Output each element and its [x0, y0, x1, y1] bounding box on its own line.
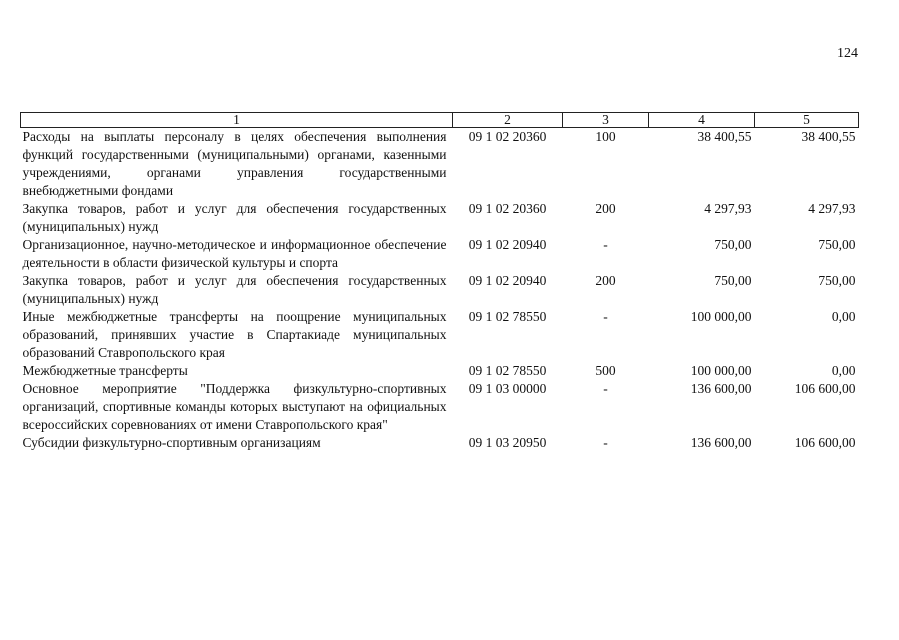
- row-type: 200: [595, 273, 616, 288]
- row-value-4: 100 000,00: [690, 309, 752, 324]
- row-description: Межбюджетные трансферты: [22, 363, 188, 378]
- row-description: Организационное, научно-методическое и информационное обеспечение деятельности в области физической культуры и спорта: [22, 237, 447, 270]
- row-type: 200: [595, 201, 616, 216]
- row-code: 09 1 02 20360: [468, 129, 547, 144]
- table-row: [21, 380, 859, 434]
- header-row: [21, 113, 859, 128]
- table-header: [21, 113, 859, 128]
- row-value-5: 0,00: [831, 309, 856, 324]
- table-row: [21, 200, 859, 236]
- row-value-4: 750,00: [714, 273, 752, 288]
- row-value-5: 750,00: [818, 237, 856, 252]
- row-description: Закупка товаров, работ и услуг для обеспечения государственных (муниципальных) нужд: [22, 201, 447, 234]
- budget-table: [20, 112, 859, 452]
- column-header: 3: [563, 113, 649, 128]
- row-value-5: 38 400,55: [801, 129, 856, 144]
- row-code: 09 1 02 20940: [468, 237, 547, 252]
- row-value-4: 100 000,00: [690, 363, 752, 378]
- row-type: -: [603, 435, 608, 450]
- row-description: Расходы на выплаты персоналу в целях обеспечения выполнения функций государственными (муниципальными) органами, казенными учреждениями, органами управления государственными внебюджетными фондами: [22, 129, 447, 198]
- row-description: Иные межбюджетные трансферты на поощрение муниципальных образований, принявших участие в Спартакиаде муниципальных образований Ставропольского края: [22, 309, 447, 360]
- column-header: 4: [649, 113, 755, 128]
- row-description: Субсидии физкультурно-спортивным организациям: [22, 435, 321, 450]
- table-row: [21, 308, 859, 362]
- row-type: 500: [595, 363, 616, 378]
- row-code: 09 1 03 20950: [468, 435, 547, 450]
- row-type: -: [603, 309, 608, 324]
- row-code: 09 1 03 00000: [468, 381, 547, 396]
- row-code: 09 1 02 20360: [468, 201, 547, 216]
- page-number: 124: [837, 46, 858, 61]
- row-value-5: 106 600,00: [794, 381, 856, 396]
- row-value-5: 4 297,93: [808, 201, 856, 216]
- table-row: [21, 362, 859, 380]
- row-value-4: 38 400,55: [697, 129, 752, 144]
- row-type: -: [603, 381, 608, 396]
- table-row: [21, 434, 859, 452]
- column-header: 1: [21, 113, 453, 128]
- row-type: -: [603, 237, 608, 252]
- row-value-5: 106 600,00: [794, 435, 856, 450]
- row-type: 100: [595, 129, 616, 144]
- table-row: [21, 272, 859, 308]
- column-header: 5: [755, 113, 859, 128]
- row-value-5: 750,00: [818, 273, 856, 288]
- table-row: [21, 128, 859, 201]
- row-value-4: 750,00: [714, 237, 752, 252]
- row-code: 09 1 02 78550: [468, 309, 547, 324]
- table-row: [21, 236, 859, 272]
- row-value-5: 0,00: [831, 363, 856, 378]
- row-code: 09 1 02 20940: [468, 273, 547, 288]
- row-code: 09 1 02 78550: [468, 363, 547, 378]
- row-description: Основное мероприятие "Поддержка физкультурно-спортивных организаций, спортивные команды которых выступают на официальных всероссийских соревнованиях от имени Ставропольского края": [22, 381, 447, 432]
- column-header: 2: [453, 113, 563, 128]
- row-description: Закупка товаров, работ и услуг для обеспечения государственных (муниципальных) нужд: [22, 273, 447, 306]
- row-value-4: 136 600,00: [690, 381, 752, 396]
- row-value-4: 136 600,00: [690, 435, 752, 450]
- table-body: [21, 128, 859, 453]
- row-value-4: 4 297,93: [704, 201, 752, 216]
